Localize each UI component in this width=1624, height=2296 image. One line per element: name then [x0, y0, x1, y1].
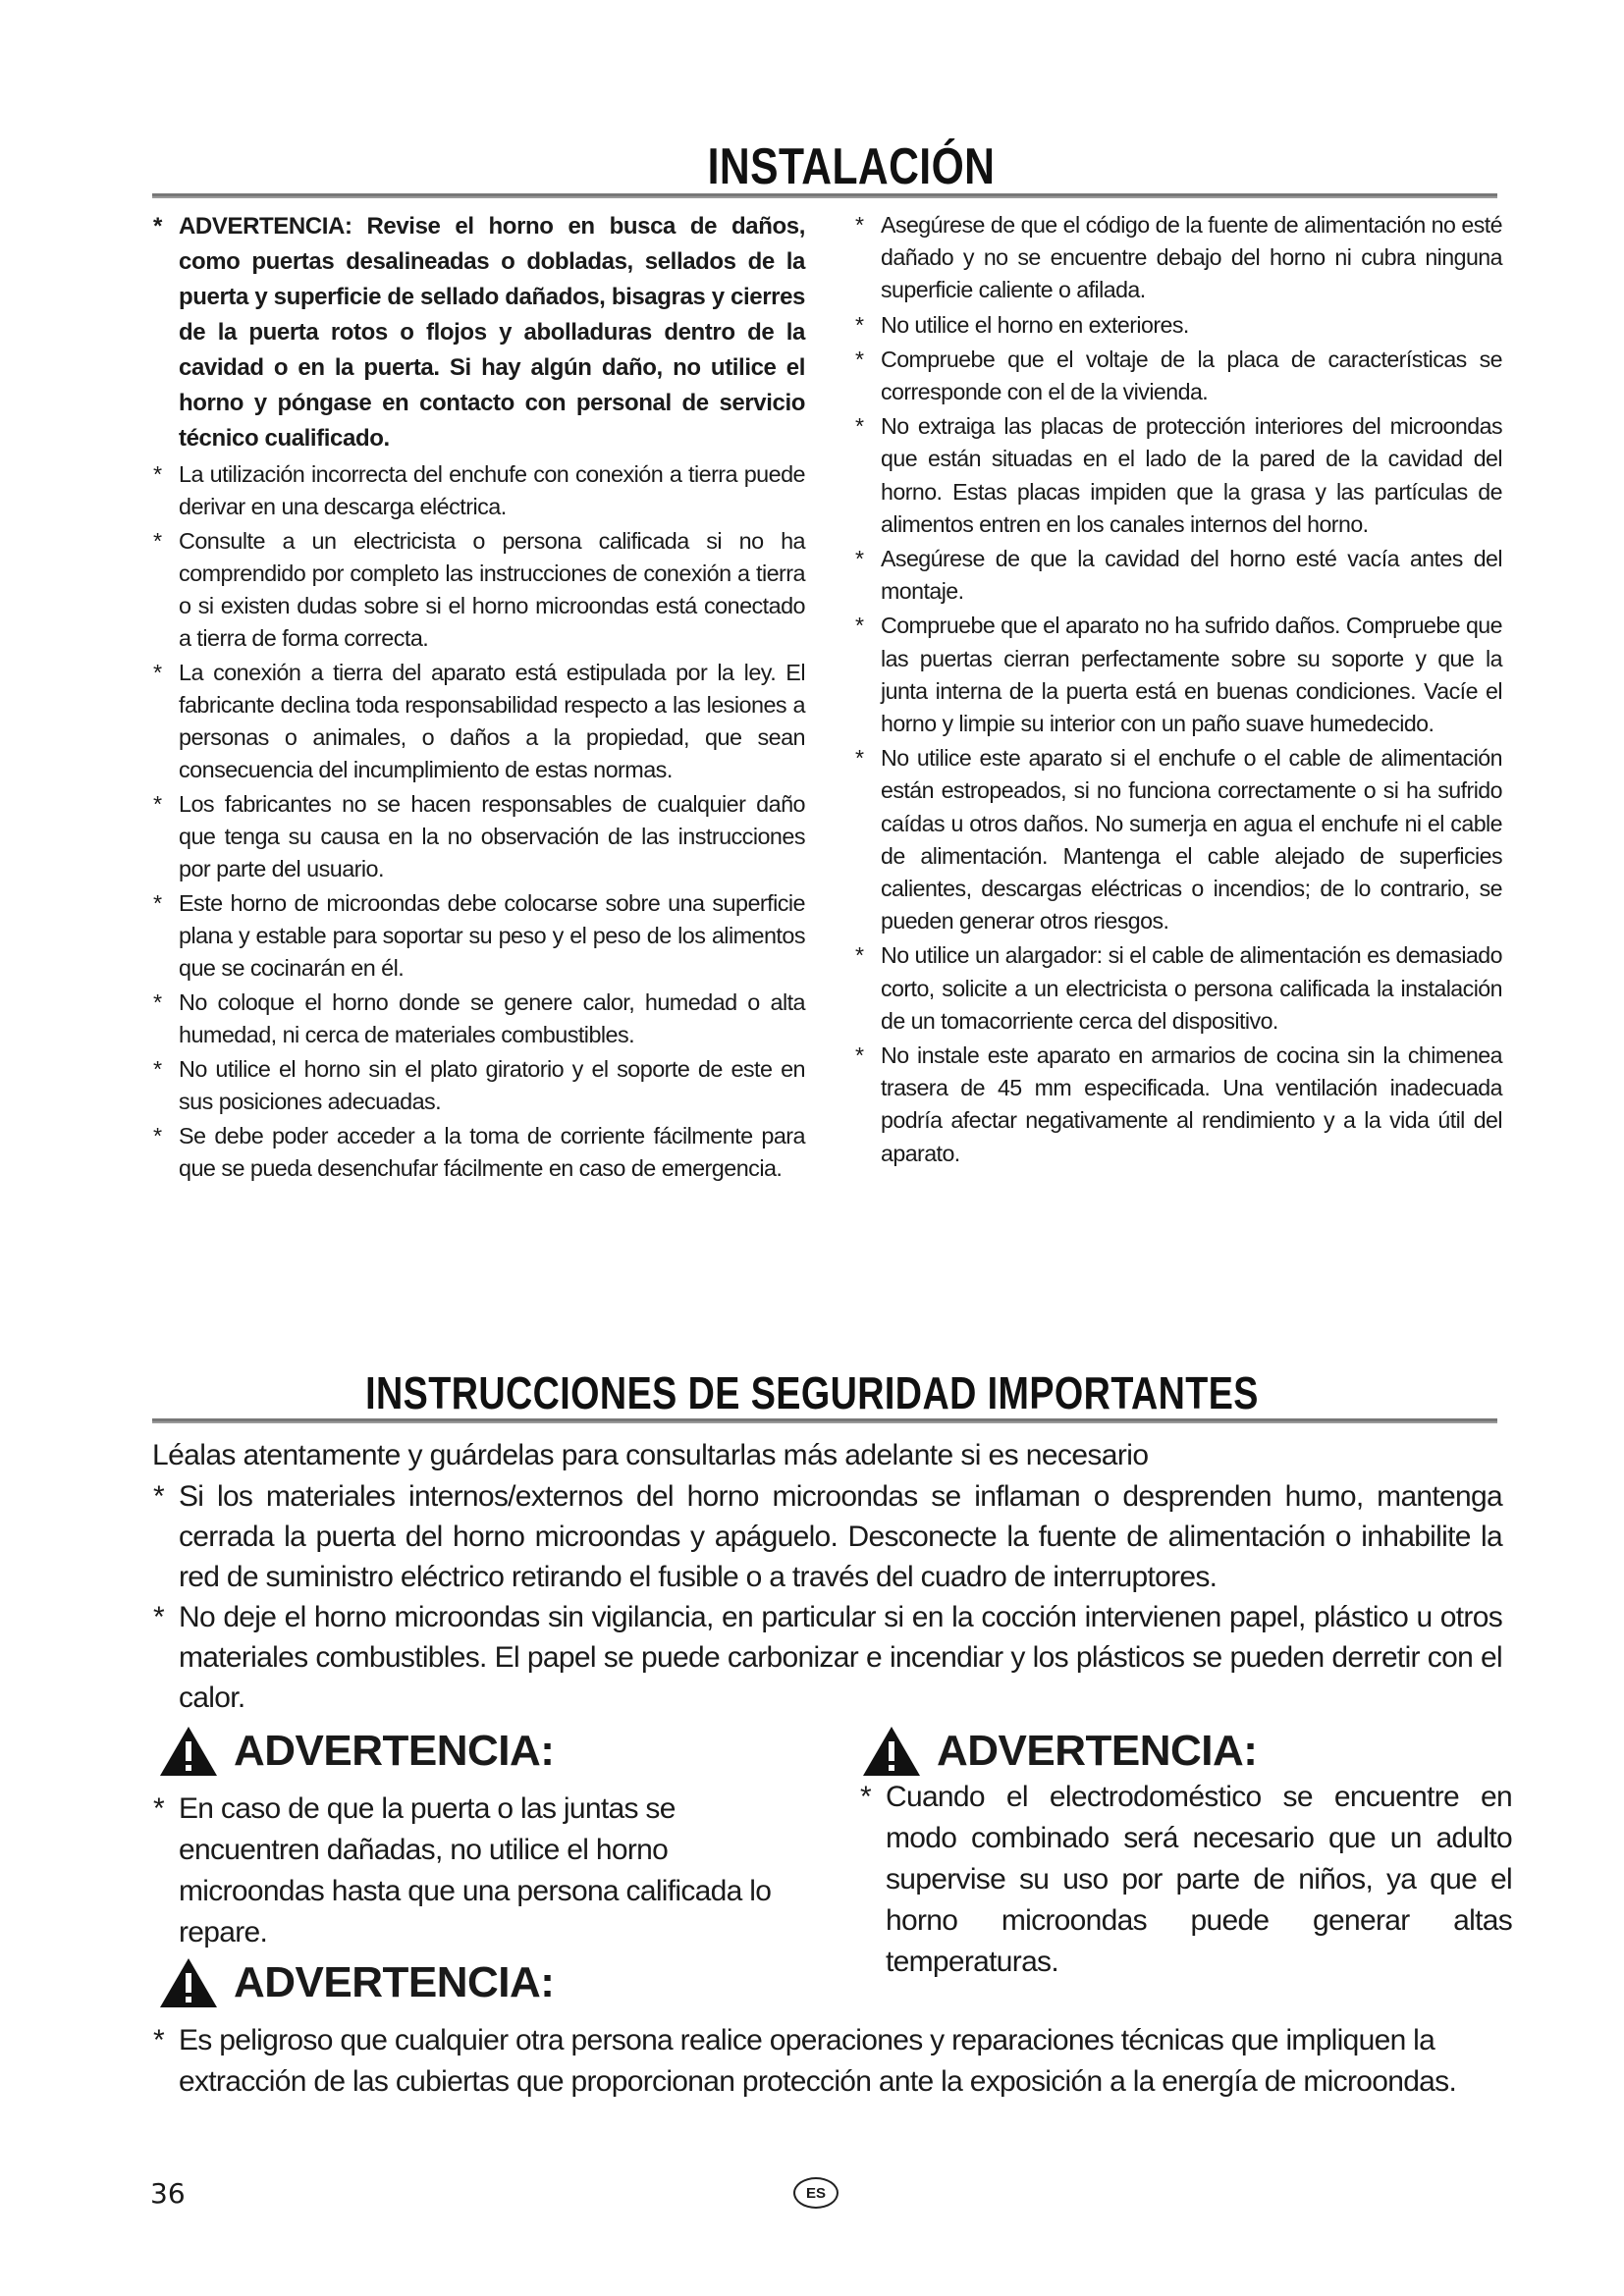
list-item: [849, 543, 1502, 608]
warning-triangle-icon: [860, 1724, 923, 1779]
bullet-text: Los fabricantes no se hacen responsables de cualquier daño que tenga su causa en la no observación de las instrucciones por parte del usuario.: [179, 791, 805, 881]
list-item: [147, 788, 805, 885]
warning-heading: [157, 1724, 554, 1779]
bullet-marker: *: [153, 213, 162, 240]
bullet-text: Se debe poder acceder a la toma de corriente fácilmente para que se pueda desenchufar fácilmente en caso de emergencia.: [179, 1123, 805, 1181]
list-item: [147, 1476, 1502, 1597]
title-divider: [152, 193, 1497, 198]
bullet-text: Asegúrese de que la cavidad del horno esté vacía antes del montaje.: [881, 546, 1502, 605]
list-item: [147, 1597, 1502, 1718]
bullet-text: Consulte a un electricista o persona calificada si no ha comprendido por completo las instrucciones de conexión a tierra o si existen dudas sobre si el horno microondas está conectado a tierra de forma correcta.: [179, 528, 805, 651]
safety-section: [147, 1435, 1502, 1718]
bullet-text: Es peligroso que cualquier otra persona realice operaciones y reparaciones técnicas que impliquen la extracción de las cubiertas que proporcionan protección ante la exposición a la energía de microondas.: [179, 2024, 1457, 2098]
bullet-marker: *: [855, 346, 864, 372]
bullet-text: No instale este aparato en armarios de cocina sin la chimenea trasera de 45 mm especificada. Una ventilación inadecuada podría afectar negativamente al rendimiento y a la vida útil del aparato.: [881, 1042, 1502, 1166]
bullet-marker: *: [153, 528, 162, 554]
warning-heading: [860, 1724, 1257, 1779]
bullet-marker: *: [153, 890, 162, 916]
bullet-text: No utilice este aparato si el enchufe o el cable de alimentación están estropeados, si no funciona correctamente o si ha sufrido caídas u otros daños. No sumerja en agua el enchufe ni el cable de alimentación. Mantenga el cable alejado de superficies calientes, descargas eléctricas o incendios; de lo contrario, se pueden generar otros riesgos.: [881, 745, 1502, 934]
list-item: [849, 939, 1502, 1038]
bullet-text: Compruebe que el aparato no ha sufrido daños. Compruebe que las puertas cierran perfectamente sobre su soporte y que la junta interna de la puerta está en buenas condiciones. Vacíe el horno y limpie su interior con un paño suave humedecido.: [881, 613, 1502, 737]
bullet-text: Compruebe que el voltaje de la placa de características se corresponde con el de la vivienda.: [881, 346, 1502, 405]
list-item: [849, 344, 1502, 408]
warning-text-block: [147, 1789, 815, 1953]
bullet-text: No coloque el horno donde se genere calor, humedad o alta humedad, ni cerca de materiales combustibles.: [179, 989, 805, 1047]
list-item: [147, 1120, 805, 1185]
warning-text-block: [854, 1777, 1512, 1983]
bullet-marker: *: [153, 791, 162, 817]
bullet-marker: *: [153, 461, 162, 487]
bullet-marker: *: [153, 1123, 162, 1148]
bullet-text: Asegúrese de que el código de la fuente de alimentación no esté dañado y no se encuentre debajo del horno ni cubra ninguna superficie caliente o afilada.: [881, 212, 1502, 303]
list-item: [854, 1777, 1512, 1983]
safety-bullets: [147, 1476, 1502, 1718]
bullet-text: No utilice el horno en exteriores.: [881, 311, 1189, 338]
list-item: [849, 742, 1502, 937]
bullet-marker: *: [855, 613, 864, 639]
bullet-marker: *: [855, 745, 864, 772]
list-item: [849, 209, 1502, 307]
bullet-marker: *: [153, 1480, 164, 1513]
list-item: [849, 410, 1502, 541]
bullet-marker: *: [855, 413, 864, 440]
bullet-text: La utilización incorrecta del enchufe con conexión a tierra puede derivar en una descarga eléctrica.: [179, 461, 805, 519]
list-item: [147, 2020, 1507, 2103]
installation-left-column: [147, 209, 805, 1187]
list-item: [849, 610, 1502, 740]
bullet-text: No extraiga las placas de protección interiores del microondas que están situadas en el lado de la pared de la cavidad del horno. Estas placas impiden que la grasa y las partículas de alimentos entren en los canales internos del horno.: [881, 413, 1502, 537]
bullet-marker: *: [855, 311, 864, 338]
list-item: [147, 1053, 805, 1118]
bullet-text: En caso de que la puerta o las juntas se encuentren dañadas, no utilice el horno microondas hasta que una persona calificada lo repare.: [179, 1792, 772, 1949]
safety-title: INSTRUCCIONES DE SEGURIDAD IMPORTANTES: [365, 1367, 1259, 1418]
installation-right-column: [849, 209, 1502, 1172]
bullet-text: Cuando el electrodoméstico se encuentre en modo combinado será necesario que un adulto supervise su uso por parte de niños, ya que el horno microondas puede generar altas temperaturas.: [886, 1781, 1512, 1978]
list-item: [147, 525, 805, 655]
installation-title: INSTALACIÓN: [707, 138, 996, 195]
list-item: [147, 458, 805, 523]
bullet-marker: *: [153, 1792, 164, 1825]
warning-text-block: [147, 2020, 1507, 2103]
bullet-text: Este horno de microondas debe colocarse sobre una superficie plana y estable para soportar su peso y el peso de los alimentos que se cocinarán en él.: [179, 890, 805, 981]
warning-triangle-icon: [157, 1724, 220, 1779]
bullet-marker: *: [153, 989, 162, 1015]
bullet-marker: *: [855, 1042, 864, 1069]
title-divider: [152, 1418, 1497, 1423]
warning-triangle-icon: [157, 1955, 220, 2010]
warning-heading: [157, 1955, 554, 2010]
bullet-text: No deje el horno microondas sin vigilancia, en particular si en la cocción intervienen papel, plástico u otros materiales combustibles. El papel se puede carbonizar e incendiar y los plásticos se pueden derretir con el calor.: [179, 1601, 1502, 1714]
bullet-marker: *: [153, 660, 162, 685]
list-item: [147, 657, 805, 786]
bullet-marker: *: [860, 1781, 871, 1813]
bullet-marker: *: [855, 212, 864, 238]
warning-label: ADVERTENCIA:: [937, 1727, 1258, 1775]
list-item: [849, 1040, 1502, 1170]
bullet-text: Si los materiales internos/externos del horno microondas se inflaman o desprenden humo, mantenga cerrada la puerta del horno microondas y apáguelo. Desconecte la fuente de alimentación o inhabilite la red de suministro eléctrico retirando el fusible o a través del cuadro de interruptores.: [179, 1480, 1502, 1593]
language-badge: ES: [793, 2177, 839, 2209]
list-item: [147, 987, 805, 1051]
bullet-text: No utilice un alargador: si el cable de alimentación es demasiado corto, solicite a un electricista o persona calificada la instalación de un tomacorriente cerca del dispositivo.: [881, 942, 1502, 1034]
bullet-marker: *: [855, 942, 864, 969]
bullet-marker: *: [153, 1601, 164, 1633]
list-item: [147, 209, 805, 456]
list-item: [147, 887, 805, 985]
bullet-text: La conexión a tierra del aparato está estipulada por la ley. El fabricante declina toda responsabilidad respecto a las lesiones a personas o animales, o daños a la propiedad, que sean consecuencia del incumplimiento de estas normas.: [179, 660, 805, 782]
bullet-marker: *: [153, 2024, 164, 2056]
list-item: [849, 309, 1502, 342]
bullet-text: No utilice el horno sin el plato giratorio y el soporte de este en sus posiciones adecuadas.: [179, 1056, 805, 1114]
list-item: [147, 1789, 815, 1953]
bullet-text: ADVERTENCIA: Revise el horno en busca de daños, como puertas desalineadas o dobladas, sellados de la puerta y superficie de sellado dañados, bisagras y cierres de la puerta rotos o flojos y abolladuras dentro de la cavidad o en la puerta. Si hay algún daño, no utilice el horno y póngase en contacto con personal de servicio técnico cualificado.: [179, 213, 805, 452]
warning-label: ADVERTENCIA:: [234, 1727, 555, 1775]
bullet-marker: *: [153, 1056, 162, 1082]
safety-intro: Léalas atentamente y guárdelas para consultarlas más adelante si es necesario: [152, 1439, 1149, 1471]
warning-label: ADVERTENCIA:: [234, 1958, 555, 2006]
bullet-marker: *: [855, 546, 864, 572]
page-number: 36: [150, 2177, 186, 2210]
